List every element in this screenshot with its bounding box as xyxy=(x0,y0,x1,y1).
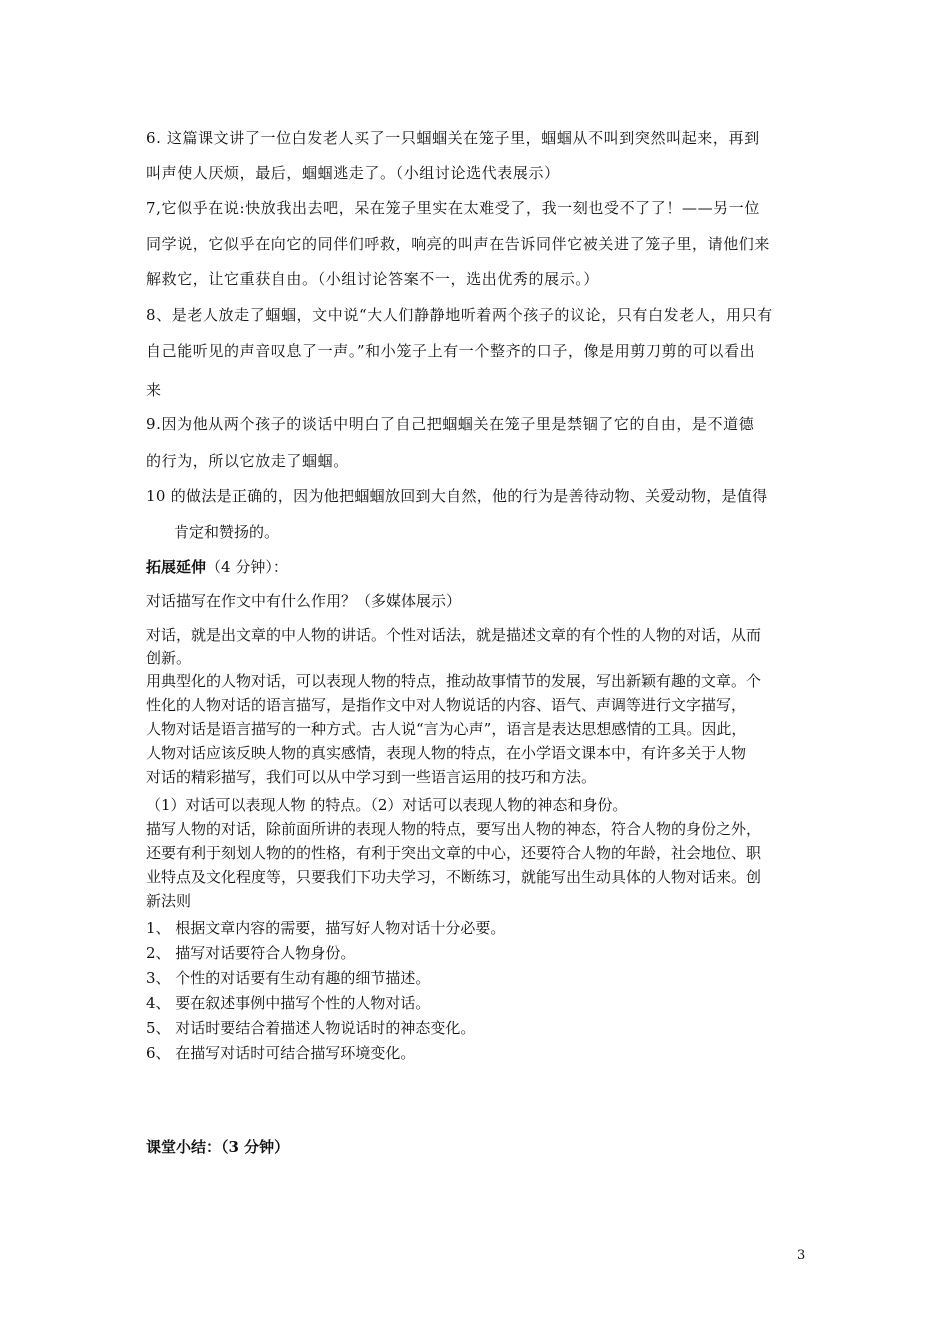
answer-6-line-2: 叫声使人厌烦，最后，蝈蝈逃走了。（小组讨论选代表展示） xyxy=(146,164,560,182)
answer-10-line-2: 肯定和赞扬的。 xyxy=(174,523,280,541)
answer-7-line-1: 7,它似乎在说:快放我出去吧，呆在笼子里实在太难受了，我一刻也受不了了！——另一位 xyxy=(146,199,760,217)
page-number: 3 xyxy=(797,1248,806,1263)
rule-item: 1、 根据文章内容的需要，描写好人物对话十分必要。 xyxy=(146,919,506,937)
extension-heading xyxy=(146,557,288,577)
rule-item: 4、 要在叙述事例中描写个性的人物对话。 xyxy=(146,994,431,1012)
answer-8-line-1: 8、是老人放走了蝈蝈，文中说“大人们静静地听着两个孩子的议论，只有白发老人，用只有 xyxy=(146,306,773,324)
answer-7-line-3: 解救它，让它重获自由。（小组讨论答案不一，选出优秀的展示。） xyxy=(146,270,600,288)
body-line: 创新。 xyxy=(146,649,192,667)
body-line: （1）对话可以表现人物 的特点。（2）对话可以表现人物的神态和身份。 xyxy=(146,796,628,814)
rule-item: 6、 在描写对话时可结合描写环境变化。 xyxy=(146,1044,416,1062)
body-line: 对话的精彩描写，我们可以从中学习到一些语言运用的技巧和方法。 xyxy=(146,768,597,786)
summary-heading: 课堂小结：（3 分钟） xyxy=(146,1138,290,1156)
extension-heading-time: （4 分钟）： xyxy=(206,558,288,576)
body-line: 用典型化的人物对话，可以表现人物的特点，推动故事情节的发展，写出新颖有趣的文章。个 xyxy=(146,672,762,690)
body-line: 人物对话是语言描写的一种方式。古人说“言为心声”，语言是表达思想感情的工具。因此， xyxy=(146,720,747,738)
rule-item: 5、 对话时要结合着描述人物说话时的神态变化。 xyxy=(146,1019,476,1037)
body-line: 还要有利于刻划人物的的性格，有利于突出文章的中心，还要符合人物的年龄，社会地位、职 xyxy=(146,844,762,862)
rule-item: 3、 个性的对话要有生动有趣的细节描述。 xyxy=(146,969,431,987)
answer-9-line-2: 的行为，所以它放走了蝈蝈。 xyxy=(146,452,349,470)
answer-8-line-3: 来 xyxy=(146,381,162,399)
extension-question: 对话描写在作文中有什么作用？（多媒体展示） xyxy=(146,592,462,610)
answer-6-line-1: 6. 这篇课文讲了一位白发老人买了一只蝈蝈关在笼子里，蝈蝈从不叫到突然叫起来，再到 xyxy=(146,129,760,147)
body-line: 业特点及文化程度等，只要我们下功夫学习，不断练习，就能写出生动具体的人物对话来。创 xyxy=(146,868,762,886)
rule-item: 2、 描写对话要符合人物身份。 xyxy=(146,944,356,962)
answer-9-line-1: 9.因为他从两个孩子的谈话中明白了自己把蝈蝈关在笼子里是禁锢了它的自由，是不道德 xyxy=(146,415,755,433)
answer-8-line-2: 自己能听见的声音叹息了一声。”和小笼子上有一个整齐的口子，像是用剪刀剪的可以看出 xyxy=(146,342,756,360)
answer-10-line-1: 10 的做法是正确的，因为他把蝈蝈放回到大自然，他的行为是善待动物、关爱动物，是值得 xyxy=(146,487,768,505)
extension-heading-title: 拓展延伸 xyxy=(146,558,207,576)
body-line: 对话，就是出文章的中人物的讲话。个性对话法，就是描述文章的有个性的人物的对话，从而 xyxy=(146,626,762,644)
body-line: 性化的人物对话的语言描写，是指作文中对人物说话的内容、语气、声调等进行文字描写， xyxy=(146,696,747,714)
body-line: 新法则 xyxy=(146,892,192,910)
body-line: 人物对话应该反映人物的真实感情，表现人物的特点，在小学语文课本中，有许多关于人物 xyxy=(146,744,747,762)
body-line: 描写人物的对话，除前面所讲的表现人物的特点，要写出人物的神态，符合人物的身份之外， xyxy=(146,820,762,838)
answer-7-line-2: 同学说，它似乎在向它的同伴们呼救，响亮的叫声在告诉同伴它被关进了笼子里，请他们来 xyxy=(146,235,771,253)
